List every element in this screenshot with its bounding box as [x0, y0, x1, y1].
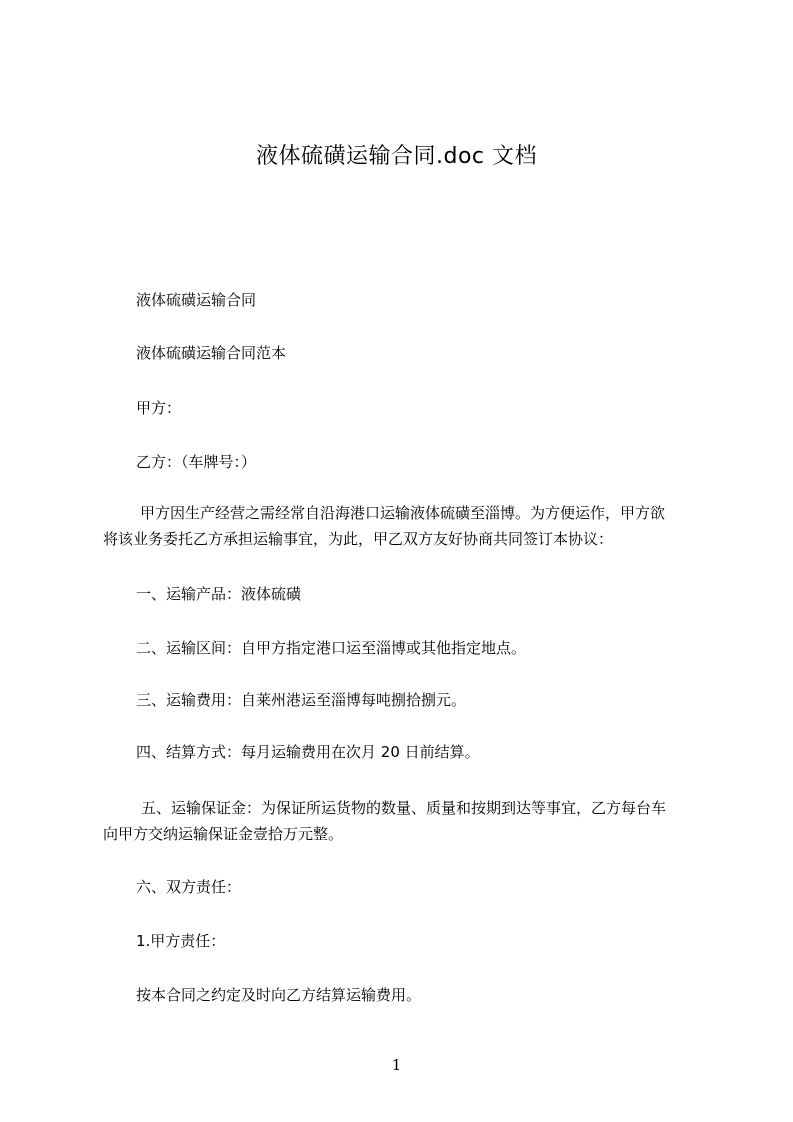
clause-1: 一、运输产品：液体硫磺: [136, 585, 302, 603]
clause-3: 三、运输费用：自莱州港运至淄博每吨捌拾捌元。: [136, 691, 467, 709]
contract-heading: 液体硫磺运输合同: [136, 291, 257, 309]
clause-6-1: 1.甲方责任：: [136, 932, 226, 950]
clause-5-line-2: 向甲方交纳运输保证金壹拾万元整。: [103, 825, 344, 843]
preamble-line-1: 甲方因生产经营之需经常自沿海港口运输液体硫磺至淄博。为方便运作，甲方欲: [140, 504, 666, 522]
document-title: 液体硫磺运输合同.doc 文档: [255, 144, 537, 169]
preamble-paragraph: [103, 500, 703, 552]
clause-2: 二、运输区间：自甲方指定港口运至淄博或其他指定地点。: [136, 639, 527, 657]
clause-6-1-text: 按本合同之约定及时向乙方结算运输费用。: [136, 986, 422, 1004]
party-b-line: 乙方：（车牌号：）: [136, 453, 257, 471]
clause-5-line-1: 五、运输保证金：为保证所运货物的数量、质量和按期到达等事宜，乙方每台车: [141, 799, 667, 817]
clause-6: 六、双方责任：: [136, 878, 242, 896]
clause-4: 四、结算方式：每月运输费用在次月 20 日前结算。: [136, 743, 480, 761]
clause-5-paragraph: [103, 795, 703, 847]
contract-template-heading: 液体硫磺运输合同范本: [136, 344, 287, 362]
preamble-line-2: 将该业务委托乙方承担运输事宜，为此，甲乙双方友好协商共同签订本协议：: [103, 530, 614, 548]
page-number: 1: [391, 1056, 402, 1074]
party-a-line: 甲方：: [136, 399, 182, 417]
